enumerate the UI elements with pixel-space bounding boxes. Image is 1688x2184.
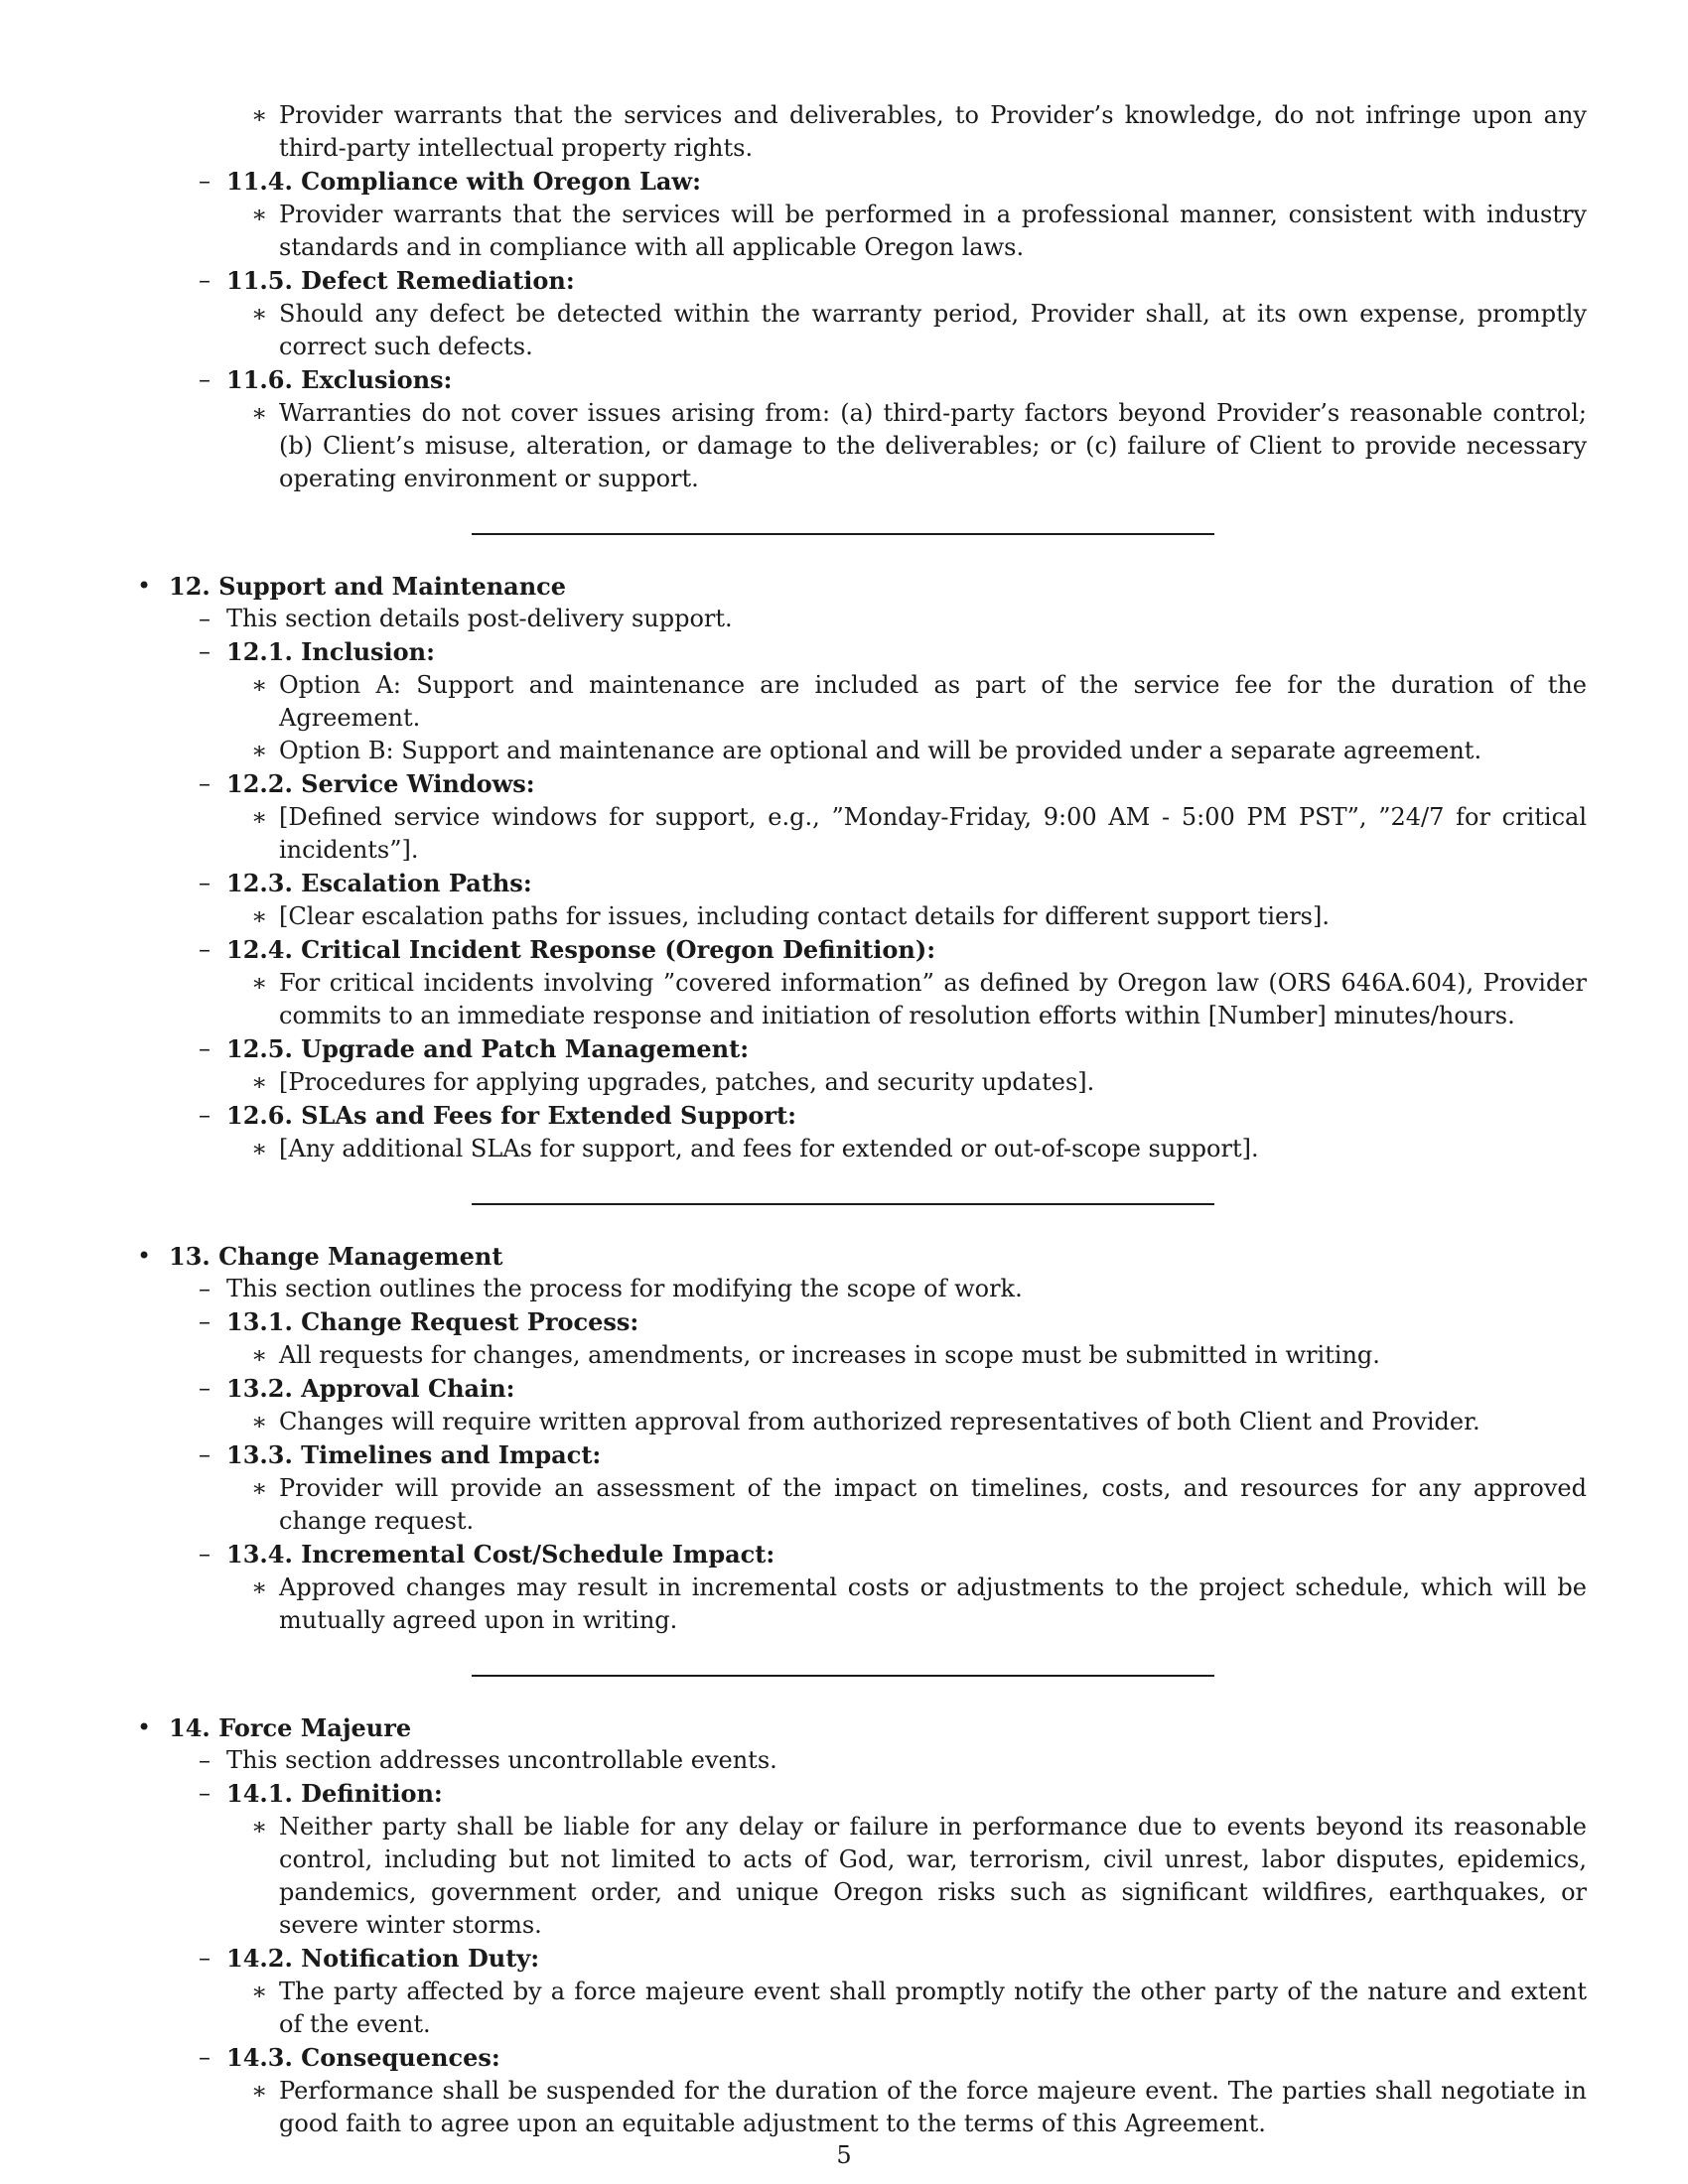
- subsection-heading: [137, 1942, 1587, 1976]
- clause-text-content: Option B: Support and maintenance are optional and will be provided under a separate agreement.: [279, 737, 1482, 764]
- sub-bullet-marker: ∗: [251, 1813, 268, 1841]
- document-body: [137, 99, 1587, 2140]
- subsection-heading: [137, 165, 1587, 199]
- subsection-heading-text: 12.3. Escalation Paths:: [226, 869, 532, 897]
- sub-bullet-marker: ∗: [251, 201, 268, 228]
- clause-text-content: [Procedures for applying upgrades, patches, and security updates].: [279, 1068, 1095, 1096]
- bullet-marker: •: [137, 1713, 152, 1741]
- dash-marker: –: [199, 1746, 211, 1774]
- sub-bullet-marker: ∗: [251, 300, 268, 328]
- horizontal-rule: [472, 533, 1214, 535]
- subsection-heading-text: 12.6. SLAs and Fees for Extended Support:: [226, 1101, 796, 1130]
- dash-marker: –: [199, 167, 211, 195]
- clause-text: [137, 967, 1587, 1032]
- dash-marker: –: [199, 1779, 211, 1807]
- section-intro-text: This section addresses uncontrollable events.: [226, 1746, 777, 1774]
- clause-text: [137, 1472, 1587, 1538]
- sub-bullet-marker: ∗: [251, 1068, 268, 1096]
- section-title-text: 14. Force Majeure: [169, 1713, 412, 1742]
- dash-marker: –: [199, 869, 211, 896]
- subsection-heading-text: 13.4. Incremental Cost/Schedule Impact:: [226, 1540, 775, 1569]
- sub-bullet-marker: ∗: [251, 2077, 268, 2105]
- dash-marker: –: [199, 1275, 211, 1302]
- subsection-heading: [137, 933, 1587, 967]
- clause-text-content: Provider warrants that the services and deliverables, to Provider’s knowledge, do not infringe upon any third-party intellectual property rights.: [279, 101, 1587, 162]
- subsection-heading-text: 11.5. Defect Remediation:: [226, 266, 575, 295]
- clause-text-content: [Defined service windows for support, e.g., ”Monday-Friday, 9:00 AM - 5:00 PM PST”, ”24/7 for critical incidents”].: [279, 803, 1587, 864]
- sub-bullet-marker: ∗: [251, 902, 268, 930]
- section-title-text: 13. Change Management: [169, 1242, 503, 1271]
- clause-text-content: All requests for changes, amendments, or increases in scope must be submitted in writing.: [279, 1341, 1380, 1369]
- clause-text: [137, 735, 1587, 767]
- clause-text: [137, 1571, 1587, 1637]
- dash-marker: –: [199, 266, 211, 294]
- dash-marker: –: [199, 935, 211, 963]
- sub-bullet-marker: ∗: [251, 1408, 268, 1435]
- clause-text: [137, 801, 1587, 867]
- section-title: [137, 1240, 1587, 1273]
- clause-text: [137, 1066, 1587, 1099]
- subsection-heading: [137, 1438, 1587, 1472]
- subsection-heading: [137, 1032, 1587, 1066]
- subsection-heading-text: 12.4. Critical Incident Response (Oregon Definition):: [226, 935, 936, 964]
- clause-text: [137, 1339, 1587, 1372]
- section-intro: [137, 1273, 1587, 1305]
- section: [137, 1240, 1587, 1637]
- clause-text: [137, 1811, 1587, 1942]
- section-intro-text: This section details post-delivery support.: [226, 605, 733, 632]
- subsection-heading-text: 12.1. Inclusion:: [226, 637, 435, 666]
- clause-text: [137, 669, 1587, 735]
- sub-bullet-marker: ∗: [251, 101, 268, 129]
- clause-text: [137, 900, 1587, 933]
- clause-text-content: Neither party shall be liable for any delay or failure in performance due to events beyond its reasonable control, including but not limited to acts of God, war, terrorism, civil unrest, labor disputes, epidemics, pandemics, government order, and unique Oregon risks such as significant wildfires, earthquakes, or severe winter storms.: [279, 1813, 1587, 1939]
- sub-bullet-marker: ∗: [251, 1573, 268, 1601]
- dash-marker: –: [199, 1307, 211, 1335]
- clause-text-content: The party affected by a force majeure event shall promptly notify the other party of the nature and extent of the event.: [279, 1978, 1587, 2038]
- clause-text: [137, 1406, 1587, 1438]
- dash-marker: –: [199, 2043, 211, 2071]
- clause-text-content: [Clear escalation paths for issues, including contact details for different support tiers].: [279, 902, 1330, 930]
- clause-text: [137, 1976, 1587, 2041]
- dash-marker: –: [199, 1101, 211, 1129]
- subsection-heading-text: 13.1. Change Request Process:: [226, 1307, 639, 1336]
- bullet-marker: •: [137, 1242, 152, 1270]
- section-title: [137, 570, 1587, 603]
- subsection-heading-text: 11.6. Exclusions:: [226, 365, 453, 394]
- subsection-heading: [137, 635, 1587, 669]
- sub-bullet-marker: ∗: [251, 1341, 268, 1369]
- section-divider: [137, 495, 1587, 570]
- sub-bullet-marker: ∗: [251, 969, 268, 997]
- dash-marker: –: [199, 1440, 211, 1468]
- subsection-heading: [137, 2041, 1587, 2075]
- clause-text-content: Performance shall be suspended for the duration of the force majeure event. The parties shall negotiate in good faith to agree upon an equitable adjustment to the terms of this Agreement.: [279, 2077, 1587, 2137]
- sub-bullet-marker: ∗: [251, 803, 268, 831]
- section: [137, 570, 1587, 1165]
- clause-text-content: Should any defect be detected within the warranty period, Provider shall, at its own expense, promptly correct such defects.: [279, 300, 1587, 360]
- subsection-heading: [137, 363, 1587, 397]
- subsection-heading: [137, 1099, 1587, 1133]
- sub-bullet-marker: ∗: [251, 399, 268, 427]
- subsection-heading: [137, 867, 1587, 900]
- clause-text: [137, 2075, 1587, 2140]
- dash-marker: –: [199, 1374, 211, 1402]
- subsection-heading-text: 13.2. Approval Chain:: [226, 1374, 515, 1403]
- dash-marker: –: [199, 637, 211, 665]
- subsection-heading: [137, 1777, 1587, 1811]
- sub-bullet-marker: ∗: [251, 671, 268, 699]
- bullet-marker: •: [137, 572, 152, 600]
- dash-marker: –: [199, 1540, 211, 1568]
- clause-text: [137, 397, 1587, 495]
- section-title: [137, 1711, 1587, 1744]
- sub-bullet-marker: ∗: [251, 737, 268, 764]
- sub-bullet-marker: ∗: [251, 1474, 268, 1502]
- subsection-heading: [137, 1305, 1587, 1339]
- clause-text-content: Warranties do not cover issues arising from: (a) third-party factors beyond Provider’s reasonable control; (b) Client’s misuse, alteration, or damage to the deliverables; or (c) failure of Client to provide necessary operating environment or support.: [279, 399, 1587, 492]
- clause-text: [137, 199, 1587, 264]
- clause-text-content: For critical incidents involving ”covered information” as defined by Oregon law (ORS 646A.604), Provider commits to an immediate response and initiation of resolution efforts within [Number] minutes/hours.: [279, 969, 1587, 1029]
- subsection-heading: [137, 767, 1587, 801]
- dash-marker: –: [199, 1944, 211, 1972]
- clause-text: [137, 99, 1587, 165]
- clause-text-content: Option A: Support and maintenance are included as part of the service fee for the duration of the Agreement.: [279, 671, 1587, 732]
- subsection-heading-text: 14.3. Consequences:: [226, 2043, 500, 2072]
- section: [137, 99, 1587, 495]
- clause-text-content: Provider warrants that the services will be performed in a professional manner, consistent with industry standards and in compliance with all applicable Oregon laws.: [279, 201, 1587, 261]
- dash-marker: –: [199, 605, 211, 632]
- subsection-heading-text: 13.3. Timelines and Impact:: [226, 1440, 602, 1469]
- page-number: 5: [836, 2141, 852, 2169]
- clause-text-content: Provider will provide an assessment of the impact on timelines, costs, and resources for any approved change request.: [279, 1474, 1587, 1535]
- subsection-heading: [137, 264, 1587, 298]
- section: [137, 1711, 1587, 2140]
- subsection-heading-text: 14.1. Definition:: [226, 1779, 443, 1808]
- clause-text-content: Approved changes may result in incremental costs or adjustments to the project schedule, which will be mutually agreed upon in writing.: [279, 1573, 1587, 1634]
- section-divider: [137, 1165, 1587, 1240]
- clause-text-content: [Any additional SLAs for support, and fees for extended or out-of-scope support].: [279, 1135, 1259, 1162]
- section-divider: [137, 1637, 1587, 1711]
- clause-text: [137, 298, 1587, 363]
- subsection-heading-text: 12.5. Upgrade and Patch Management:: [226, 1034, 750, 1063]
- horizontal-rule: [472, 1203, 1214, 1205]
- horizontal-rule: [472, 1675, 1214, 1677]
- subsection-heading: [137, 1538, 1587, 1571]
- section-title-text: 12. Support and Maintenance: [169, 572, 567, 601]
- subsection-heading-text: 14.2. Notification Duty:: [226, 1944, 540, 1973]
- sub-bullet-marker: ∗: [251, 1978, 268, 2005]
- section-intro: [137, 1744, 1587, 1777]
- section-intro-text: This section outlines the process for modifying the scope of work.: [226, 1275, 1023, 1302]
- subsection-heading-text: 12.2. Service Windows:: [226, 769, 535, 798]
- clause-text-content: Changes will require written approval from authorized representatives of both Client and Provider.: [279, 1408, 1480, 1435]
- clause-text: [137, 1133, 1587, 1165]
- dash-marker: –: [199, 769, 211, 797]
- dash-marker: –: [199, 365, 211, 393]
- dash-marker: –: [199, 1034, 211, 1062]
- sub-bullet-marker: ∗: [251, 1135, 268, 1162]
- section-intro: [137, 603, 1587, 635]
- subsection-heading: [137, 1372, 1587, 1406]
- subsection-heading-text: 11.4. Compliance with Oregon Law:: [226, 167, 701, 196]
